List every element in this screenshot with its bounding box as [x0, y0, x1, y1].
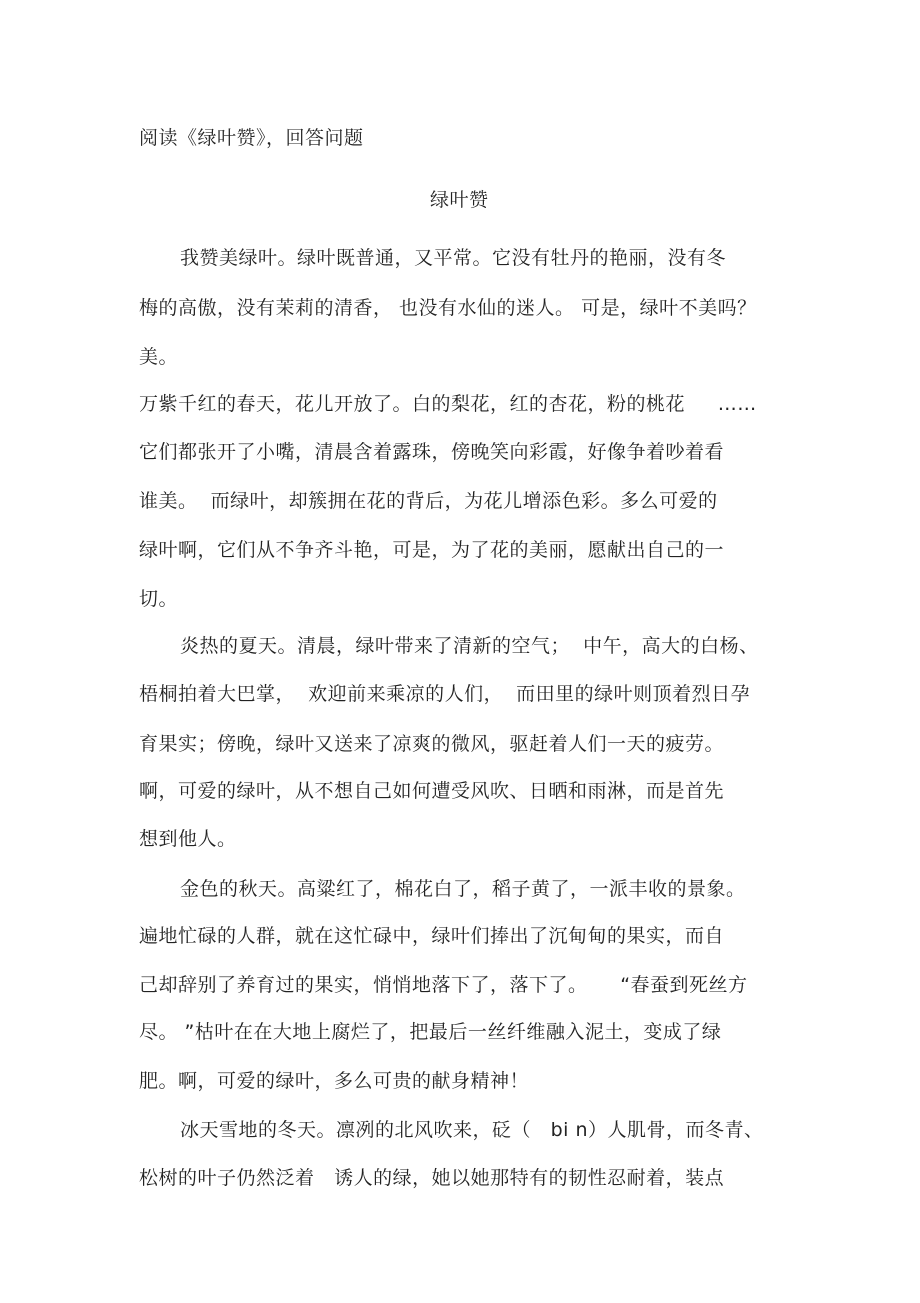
essay-title: 绿叶赞 — [430, 189, 489, 211]
text-line: 冰天雪地的冬天。凛冽的北风吹来，砭（ bi n）人肌骨，而冬青、 — [180, 1119, 764, 1141]
text-line: 梅的高傲，没有茉莉的清香， 也没有水仙的迷人。 可是，绿叶不美吗？ — [139, 297, 757, 319]
text-line: 谁美。 而绿叶，却簇拥在花的背后，为花儿增添色彩。多么可爱的 — [139, 490, 718, 512]
exercise-heading: 阅读《绿叶赞》，回答问题 — [139, 127, 364, 149]
text-line: 己却辞别了养育过的果实，悄悄地落下了，落下了。 “春蚕到死丝方 — [139, 974, 748, 996]
text-line: 切。 — [139, 588, 179, 610]
text-line: 它们都张开了小嘴，清晨含着露珠，傍晚笑向彩霞，好像争着吵着看 — [139, 441, 725, 463]
text-line: 梧桐拍着大巴掌， 欢迎前来乘凉的人们， 而田里的绿叶则顶着烈日孕 — [139, 683, 751, 705]
text-line: 金色的秋天。高粱红了，棉花白了，稻子黄了，一派丰收的景象。 — [180, 878, 746, 900]
text-line: 尽。 ”枯叶在在大地上腐烂了，把最后一丝纤维融入泥土，变成了绿 — [139, 1021, 722, 1043]
text-line: 育果实；傍晚，绿叶又送来了凉爽的微风，驱赶着人们一天的疲劳。 — [139, 733, 725, 755]
text-line: 我赞美绿叶。绿叶既普通，又平常。它没有牡丹的艳丽，没有冬 — [180, 247, 727, 269]
text-line: 松树的叶子仍然泛着 诱人的绿，她以她那特有的韧性忍耐着，装点 — [139, 1167, 725, 1189]
text-line: 想到他人。 — [139, 828, 237, 850]
text-line: 炎热的夏天。清晨，绿叶带来了清新的空气； 中午，高大的白杨、 — [180, 635, 759, 657]
text-line: 美。 — [139, 346, 179, 368]
text-line: 啊，可爱的绿叶，从不想自己如何遭受风吹、日晒和雨淋，而是首先 — [139, 780, 725, 802]
text-line: 肥。啊，可爱的绿叶，多么可贵的献身精神！ — [139, 1070, 530, 1092]
text-line: 万紫千红的春天，花儿开放了。白的梨花，红的杏花，粉的桃花 …… — [139, 393, 757, 415]
text-line: 绿叶啊，它们从不争齐斗艳，可是，为了花的美丽，愿献出自己的一 — [139, 539, 725, 561]
text-line: 遍地忙碌的人群，就在这忙碌中，绿叶们捧出了沉甸甸的果实，而自 — [139, 925, 725, 947]
